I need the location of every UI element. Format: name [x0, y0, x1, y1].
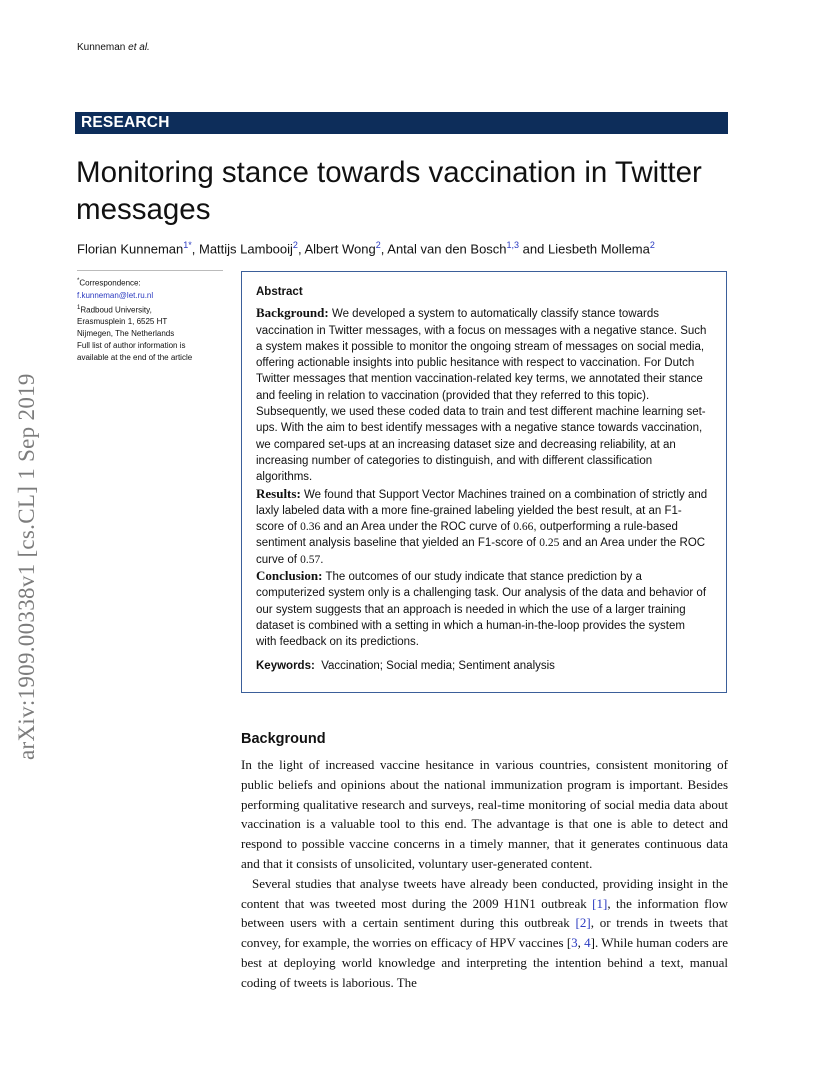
author-affil-sup[interactable]: 1*: [183, 240, 192, 250]
body-text-run: ]. While human coders are best at deploying world knowledge and interpreting the intention behind a text, manual coding of tweets is laborious. The: [241, 935, 728, 990]
author-separator: and: [519, 241, 548, 257]
abstract-results-text: and an Area under the ROC curve of: [320, 521, 514, 534]
abstract-content: [256, 284, 708, 674]
body-text-run: , or trends in tweets that convey, for example, the worries on efficacy of HPV vaccines [: [241, 915, 729, 951]
body-text-run: , the information flow between users with a certain sentiment during this outbreak: [241, 895, 728, 931]
affil-line-4: Full list of author information is: [77, 341, 186, 351]
abstract-conclusion: [256, 568, 708, 650]
citation-link[interactable]: [2]: [575, 915, 591, 931]
correspondence-label: Correspondence:: [79, 278, 141, 288]
author-list: [77, 240, 655, 256]
author-name: Mattijs Lambooij: [198, 241, 293, 257]
abstract-results-text: .: [320, 553, 324, 566]
body-paragraph: In the light of increased vaccine hesitance in various countries, consistent monitoring of public beliefs and opinions about the national immunization program is important. Besides performing qualitative research and surveys, real-time monitoring of social media data about vaccination is a valuable tool to this end. The advantage is that one is able to detect and respond to possible vaccine concerns in a timely manner, that it generates continuous data and that it consists of unsolicited, voluntary user-generated content.: [241, 757, 728, 871]
affil-line-1: Radboud University,: [80, 305, 152, 315]
author-affil-sup[interactable]: 2: [649, 240, 655, 250]
running-head: [77, 42, 150, 53]
abstract-heading: Abstract: [256, 286, 303, 298]
corr-sup: *: [77, 278, 80, 284]
body-text: [241, 755, 728, 993]
keywords-label: Keywords:: [256, 659, 315, 672]
citation-link[interactable]: 3: [571, 935, 578, 951]
section-label: RESEARCH: [81, 114, 170, 131]
arxiv-stamp: arXiv:1909.00338v1 [cs.CL] 1 Sep 2019: [14, 373, 39, 760]
author-affil-sup[interactable]: 2: [375, 240, 381, 250]
affil-line: [77, 302, 223, 317]
affil-sup: 1: [77, 304, 81, 311]
keywords: [256, 658, 708, 674]
affil-line-2: Erasmusplein 1, 6525 HT: [77, 317, 168, 327]
abstract-results-text: , outperforming a rule-based sentiment analysis baseline that yielded an F1-score of: [256, 521, 678, 550]
citation-link[interactable]: [1]: [592, 895, 608, 911]
abstract-results-label: Results:: [256, 485, 301, 501]
author-affil-sup[interactable]: 1,3: [506, 240, 520, 250]
abstract-number: 0.25: [539, 537, 560, 550]
keywords-text: Vaccination; Social media; Sentiment analysis: [321, 659, 555, 672]
running-head-etal: et al.: [128, 42, 150, 53]
running-head-author: Kunneman: [77, 42, 126, 53]
abstract-box: [241, 271, 727, 693]
abstract-number: 0.57: [300, 553, 321, 566]
section-bar: [75, 112, 728, 134]
author-name: Antal van den Bosch: [387, 241, 507, 257]
body-text-run: Several studies that analyse tweets have already been conducted, providing insight in the content that was tweeted most during the 2009 H1N1 outbreak: [241, 875, 728, 911]
abstract-background: [256, 305, 708, 485]
abstract-background-label: Background:: [256, 305, 329, 321]
correspondence-line: [77, 275, 223, 290]
abstract-number: 0.66: [513, 521, 534, 534]
section-heading-background: Background: [241, 731, 326, 747]
body-paragraph: [241, 874, 728, 993]
author-separator: ,: [191, 241, 199, 257]
affiliation-note: [77, 270, 223, 364]
author-affil-sup[interactable]: 2: [292, 240, 298, 250]
author-separator: ,: [380, 241, 388, 257]
author-separator: ,: [297, 241, 305, 257]
author-name: Florian Kunneman: [77, 241, 184, 257]
citation-link[interactable]: 4: [584, 935, 591, 951]
author-name: Albert Wong: [304, 241, 376, 257]
affil-line-3: Nijmegen, The Netherlands: [77, 329, 175, 339]
affil-line-5: available at the end of the article: [77, 353, 193, 363]
abstract-results: [256, 486, 708, 568]
abstract-results-text: and an Area under the ROC curve of: [256, 537, 706, 566]
paper-title: Monitoring stance towards vaccination in Twitter messages: [76, 156, 702, 226]
email-link[interactable]: f.kunneman@let.ru.nl: [77, 290, 154, 300]
abstract-results-text: We found that Support Vector Machines trained on a combination of strictly and laxly labeled data with a more fine-grained labeling yielded the best result, at an F1-score of: [256, 488, 708, 534]
author-name: Liesbeth Mollema: [547, 241, 650, 257]
abstract-background-text: We developed a system to automatically classify stance towards vaccination in Twitter messages, with a focus on messages with a negative stance. Such a system makes it possible to monitor the ongoing stream of messages on social media, offering actionable insights into public hesitance with respect to vaccination. For Dutch Twitter messages that mention vaccination-related key terms, we annotated their stance and feeling in relation to vaccination (provided that they referred to this topic). Subsequently, we used these coded data to train and test different machine learning set-ups. With the aim to best identify messages with a negative stance towards vaccination, we compared set-ups at an increasing dataset size and decreasing reliability, at an increasing number of categories to distinguish, and with different classification algorithms.: [256, 308, 707, 484]
abstract-conclusion-label: Conclusion:: [256, 568, 323, 584]
abstract-conclusion-text: The outcomes of our study indicate that stance prediction by a computerized system only is a challenging task. Our analysis of the data and behavior of our system suggests that an approach is needed in which the use of a larger training dataset is combined with a setting in which a human-in-the-loop provides the system with feedback on its predictions.: [256, 571, 707, 649]
body-text-run: ,: [577, 935, 585, 951]
abstract-number: 0.36: [300, 521, 321, 534]
